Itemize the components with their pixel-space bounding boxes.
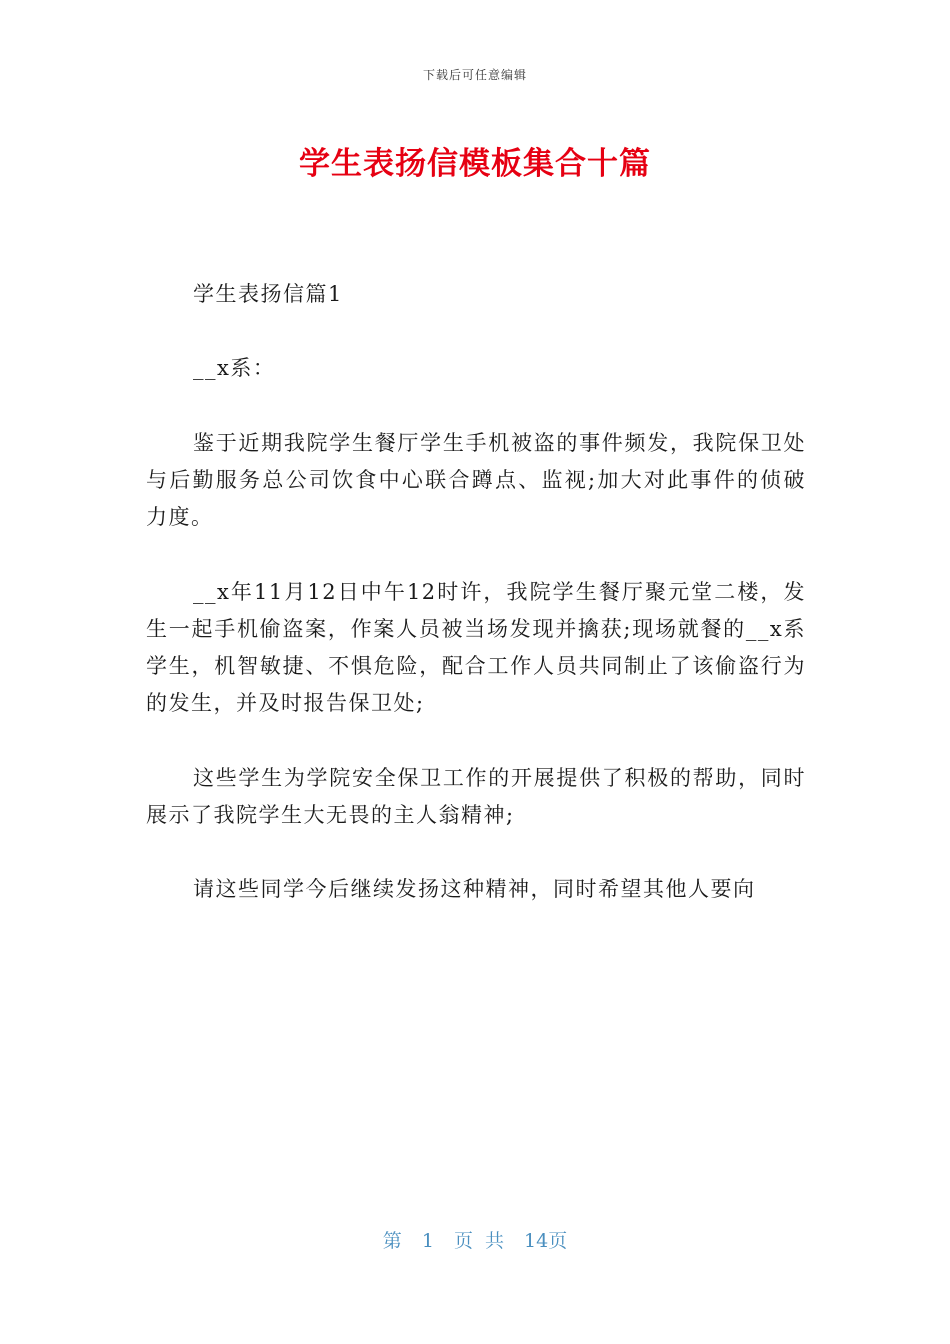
document-title: 学生表扬信模板集合十篇 (299, 146, 651, 182)
document-body (146, 276, 806, 946)
paragraph: __x年11月12日中午12时许，我院学生餐厅聚元堂二楼，发生一起手机偷盗案，作案人员被当场发现并擒获;现场就餐的__x系学生，机智敏捷、不惧危险，配合工作人员共同制止了该偷盗行为的发生，并及时报告保卫处; (146, 579, 806, 716)
page-number: 1 (421, 1230, 434, 1252)
salutation: __x系： (193, 356, 276, 381)
page-total: 14页 (524, 1230, 568, 1252)
paragraph: 请这些同学今后继续发扬这种精神，同时希望其他人要向 (193, 877, 756, 902)
page-footer-prefix: 第 (382, 1230, 402, 1252)
header-note: 下载后可任意编辑 (422, 68, 527, 82)
paragraph: 鉴于近期我院学生餐厅学生手机被盗的事件频发，我院保卫处与后勤服务总公司饮食中心联合蹲点、监视;加大对此事件的侦破力度。 (146, 430, 806, 530)
section-heading: 学生表扬信篇1 (193, 282, 343, 306)
page-footer (0, 1226, 950, 1253)
paragraph: 这些学生为学院安全保卫工作的开展提供了积极的帮助，同时展示了我院学生大无畏的主人翁精神; (146, 765, 806, 827)
page-footer-middle: 页 共 (453, 1230, 504, 1252)
